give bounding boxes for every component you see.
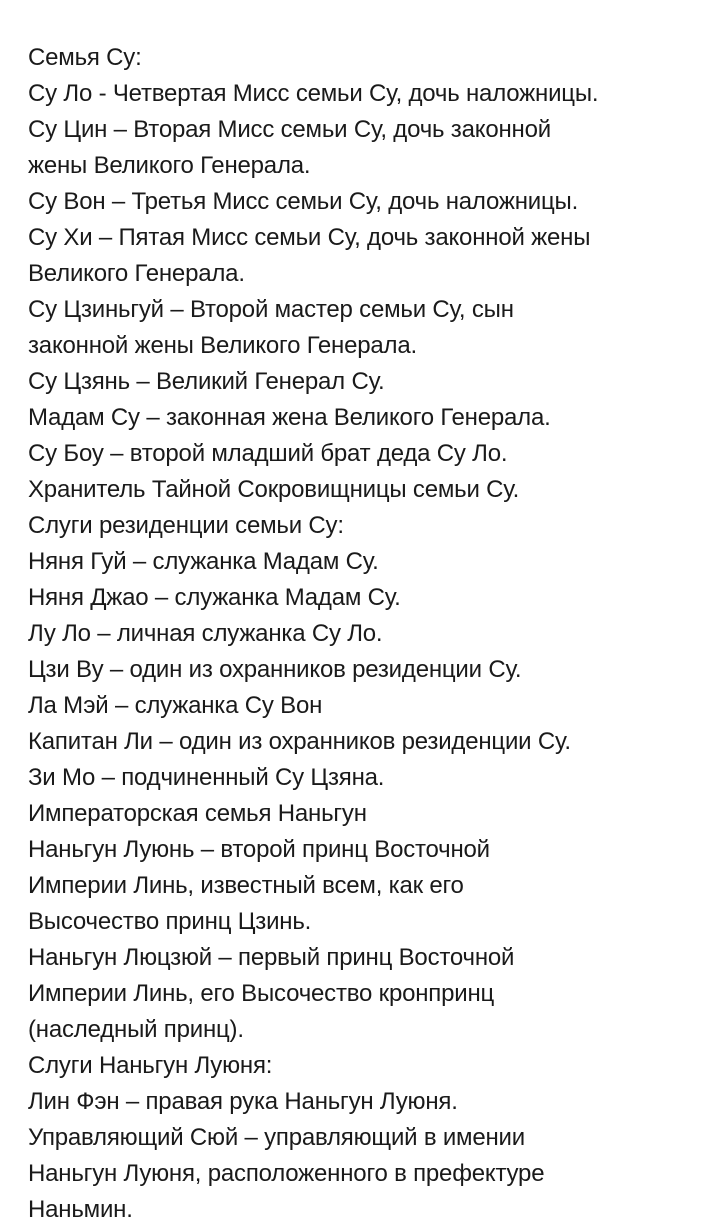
- text-line-30: Лин Фэн – правая рука Наньгун Луюня.: [28, 1088, 458, 1115]
- text-line-10: Су Цзянь – Великий Генерал Су.: [28, 368, 385, 395]
- text-line-7: Великого Генерала.: [28, 260, 245, 287]
- text-line-19: Ла Мэй – служанка Су Вон: [28, 692, 323, 719]
- text-line-13: Хранитель Тайной Сокровищницы семьи Су.: [28, 476, 520, 503]
- document-text: [28, 40, 698, 1228]
- text-line-21: Зи Мо – подчиненный Су Цзяна.: [28, 764, 385, 791]
- text-line-29: Слуги Наньгун Луюня:: [28, 1052, 273, 1079]
- text-line-25: Высочество принц Цзинь.: [28, 908, 312, 935]
- text-line-20: Капитан Ли – один из охранников резиденции Су.: [28, 728, 571, 755]
- text-line-18: Цзи Ву – один из охранников резиденции Су.: [28, 656, 522, 683]
- text-line-9: законной жены Великого Генерала.: [28, 332, 417, 359]
- text-line-28: (наследный принц).: [28, 1016, 244, 1043]
- text-line-2: Су Ло - Четвертая Мисс семьи Су, дочь наложницы.: [28, 80, 599, 107]
- text-line-3: Су Цин – Вторая Мисс семьи Су, дочь законной: [28, 116, 551, 143]
- text-line-32: Наньгун Луюня, расположенного в префектуре: [28, 1160, 545, 1187]
- text-line-8: Су Цзиньгуй – Второй мастер семьи Су, сын: [28, 296, 514, 323]
- text-line-22: Императорская семья Наньгун: [28, 800, 367, 827]
- text-line-15: Няня Гуй – служанка Мадам Су.: [28, 548, 379, 575]
- text-line-12: Су Боу – второй младший брат деда Су Ло.: [28, 440, 508, 467]
- text-line-27: Империи Линь, его Высочество кронпринц: [28, 980, 495, 1007]
- text-line-26: Наньгун Люцзюй – первый принц Восточной: [28, 944, 515, 971]
- text-line-5: Су Вон – Третья Мисс семьи Су, дочь наложницы.: [28, 188, 579, 215]
- text-line-14: Слуги резиденции семьи Су:: [28, 512, 344, 539]
- text-line-1: Семья Су:: [28, 44, 142, 71]
- text-line-24: Империи Линь, известный всем, как его: [28, 872, 464, 899]
- text-line-6: Су Хи – Пятая Мисс семьи Су, дочь законной жены: [28, 224, 591, 251]
- text-line-17: Лу Ло – личная служанка Су Ло.: [28, 620, 383, 647]
- text-line-4: жены Великого Генерала.: [28, 152, 311, 179]
- text-line-11: Мадам Су – законная жена Великого Генерала.: [28, 404, 551, 431]
- text-line-23: Наньгун Луюнь – второй принц Восточной: [28, 836, 490, 863]
- text-line-31: Управляющий Сюй – управляющий в имении: [28, 1124, 525, 1151]
- text-line-16: Няня Джао – служанка Мадам Су.: [28, 584, 401, 611]
- text-line-33: Наньмин.: [28, 1196, 133, 1223]
